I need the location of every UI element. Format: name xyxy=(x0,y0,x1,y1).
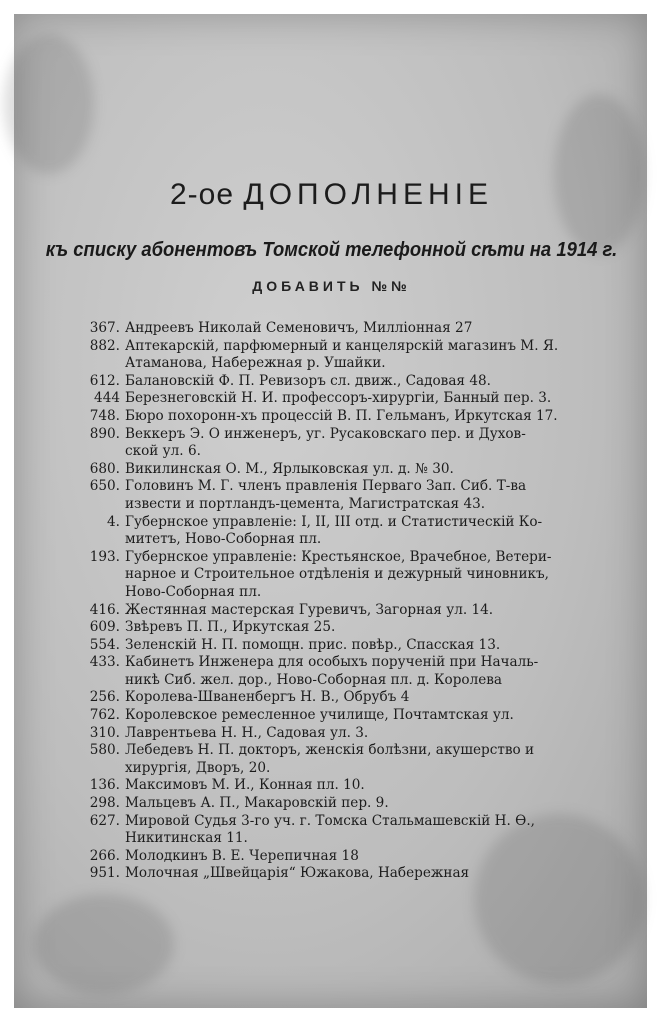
entry-number xyxy=(80,760,120,778)
list-item xyxy=(80,390,585,408)
list-item xyxy=(80,408,585,426)
list-item xyxy=(80,848,585,866)
list-item xyxy=(80,373,585,391)
entry-number xyxy=(80,531,120,549)
entry-number xyxy=(80,584,120,602)
entry-text: Губернское управленіе: I, II, III отд. и Статистическій Ко- xyxy=(125,513,543,530)
entry-number xyxy=(80,672,120,690)
entry-number: 612. xyxy=(89,372,120,389)
entry-number: 310. xyxy=(89,724,120,741)
list-item xyxy=(80,742,585,760)
entry-number: 580. xyxy=(89,742,120,759)
entry-text: Максимовъ М. И., Конная пл. 10. xyxy=(125,777,365,794)
paper-stain xyxy=(4,34,94,174)
entry-text: нарное и Строительное отдѣленія и дежурный чиновникъ, xyxy=(125,566,549,583)
entry-text: Кабинетъ Инженера для особыхъ порученій при Началь- xyxy=(125,654,539,671)
entry-number: 554. xyxy=(89,636,120,653)
list-item xyxy=(80,531,585,549)
list-item xyxy=(80,355,585,373)
title-main: ДОПОЛНЕНІЕ xyxy=(243,178,493,211)
list-item xyxy=(80,654,585,672)
entry-number: 256. xyxy=(89,689,120,706)
list-item xyxy=(80,619,585,637)
entry-number: 609. xyxy=(89,619,120,636)
entry-text: Мировой Судья 3-го уч. г. Томска Стальмашевскій Н. Ѳ., xyxy=(125,812,535,829)
entry-text: хирургія, Дворъ, 20. xyxy=(125,759,271,776)
entry-text: Лебедевъ Н. П. докторъ, женскія болѣзни, акушерство и xyxy=(125,742,535,759)
entry-text: Ново-Соборная пл. xyxy=(125,583,262,600)
entry-text: Королева-Шваненбергъ Н. В., Обрубъ 4 xyxy=(125,689,410,706)
list-item xyxy=(80,725,585,743)
list-item xyxy=(80,707,585,725)
entry-text: Молодкинъ В. Е. Черепичная 18 xyxy=(125,847,359,864)
entry-number xyxy=(80,496,120,514)
entry-number xyxy=(80,355,120,373)
list-item xyxy=(80,795,585,813)
entry-text: Никитинская 11. xyxy=(125,830,248,847)
entry-number xyxy=(80,443,120,461)
entry-number: 433. xyxy=(89,654,120,671)
add-heading: ДОБАВИТЬ №№ xyxy=(252,278,411,294)
entry-number: 627. xyxy=(89,812,120,829)
entry-text: Бюро похоронн-хъ процессій В. П. Гельманъ, Иркутская 17. xyxy=(125,407,558,424)
list-item xyxy=(80,320,585,338)
entry-text: Атаманова, Набережная р. Ушайки. xyxy=(125,355,386,372)
paper-stain xyxy=(34,894,174,994)
list-item xyxy=(80,514,585,532)
list-item xyxy=(80,478,585,496)
entry-text: Андреевъ Николай Семеновичъ, Милліонная 27 xyxy=(125,320,473,336)
entry-text: Лаврентьева Н. Н., Садовая ул. 3. xyxy=(125,724,369,741)
list-item xyxy=(80,566,585,584)
entry-number: 416. xyxy=(89,601,120,618)
subscriber-list xyxy=(80,320,585,883)
document-subtitle: къ списку абонентовъ Томской телефонной сѣти на 1914 г. xyxy=(45,238,618,261)
entry-text: извести и портландъ-цемента, Магистратская 43. xyxy=(125,495,486,512)
entry-number xyxy=(80,830,120,848)
entry-number: 882. xyxy=(89,337,120,354)
entry-number: 367. xyxy=(89,320,120,336)
entry-number: 890. xyxy=(89,425,120,442)
list-item xyxy=(80,461,585,479)
list-item xyxy=(80,865,585,883)
entry-text: Мальцевъ А. П., Макаровскій пер. 9. xyxy=(125,795,389,812)
title-prefix: 2-ое xyxy=(170,178,235,211)
list-item xyxy=(80,830,585,848)
list-item xyxy=(80,426,585,444)
list-item xyxy=(80,637,585,655)
entry-text: никѣ Сиб. жел. дор., Ново-Соборная пл. д. Королева xyxy=(125,671,503,688)
list-item xyxy=(80,602,585,620)
entry-number: 650. xyxy=(89,478,120,495)
entry-text: Аптекарскій, парфюмерный и канцелярскій магазинъ М. Я. xyxy=(125,337,559,354)
list-item xyxy=(80,760,585,778)
entry-text: Викилинская О. М., Ярлыковская ул. д. № 30. xyxy=(125,460,454,477)
entry-text: митетъ, Ново-Соборная пл. xyxy=(125,531,322,548)
entry-number: 762. xyxy=(89,707,120,724)
entry-number: 193. xyxy=(89,548,120,565)
list-item xyxy=(80,584,585,602)
entry-number: 136. xyxy=(89,777,120,794)
entry-number: 680. xyxy=(89,460,120,477)
entry-text: Веккеръ Э. О инженеръ, уг. Русаковскаго пер. и Духов- xyxy=(125,425,526,442)
entry-text: ской ул. 6. xyxy=(125,443,201,460)
entry-number: 266. xyxy=(89,847,120,864)
entry-text: Балановскій Ф. П. Ревизоръ сл. движ., Садовая 48. xyxy=(125,372,491,389)
entry-number: 748. xyxy=(89,407,120,424)
list-item xyxy=(80,672,585,690)
entry-number xyxy=(80,566,120,584)
entry-text: Губернское управленіе: Крестьянское, Врачебное, Ветери- xyxy=(125,548,552,565)
paper-stain xyxy=(554,94,644,254)
list-item xyxy=(80,777,585,795)
document-title xyxy=(0,178,663,212)
entry-text: Зеленскій Н. П. помощн. прис. повѣр., Спасская 13. xyxy=(125,636,501,653)
entry-number: 951. xyxy=(89,865,120,882)
list-item xyxy=(80,813,585,831)
entry-text: Жестянная мастерская Гуревичъ, Загорная ул. 14. xyxy=(125,601,494,618)
entry-text: Королевское ремесленное училище, Почтамтская ул. xyxy=(125,707,514,724)
entry-number: 298. xyxy=(89,795,120,812)
entry-number: 444 xyxy=(94,390,120,407)
list-item xyxy=(80,338,585,356)
list-item xyxy=(80,549,585,567)
list-item xyxy=(80,689,585,707)
list-item xyxy=(80,443,585,461)
entry-text: Березнеговскій Н. И. профессоръ-хирургіи, Банный пер. 3. xyxy=(125,390,552,407)
list-item xyxy=(80,496,585,514)
entry-text: Молочная „Швейцарія“ Южакова, Набережная xyxy=(125,865,470,882)
entry-number: 4. xyxy=(107,513,120,530)
entry-text: Головинъ М. Г. членъ правленія Перваго Зап. Сиб. Т-ва xyxy=(125,478,527,495)
entry-text: Звѣревъ П. П., Иркутская 25. xyxy=(125,619,336,636)
